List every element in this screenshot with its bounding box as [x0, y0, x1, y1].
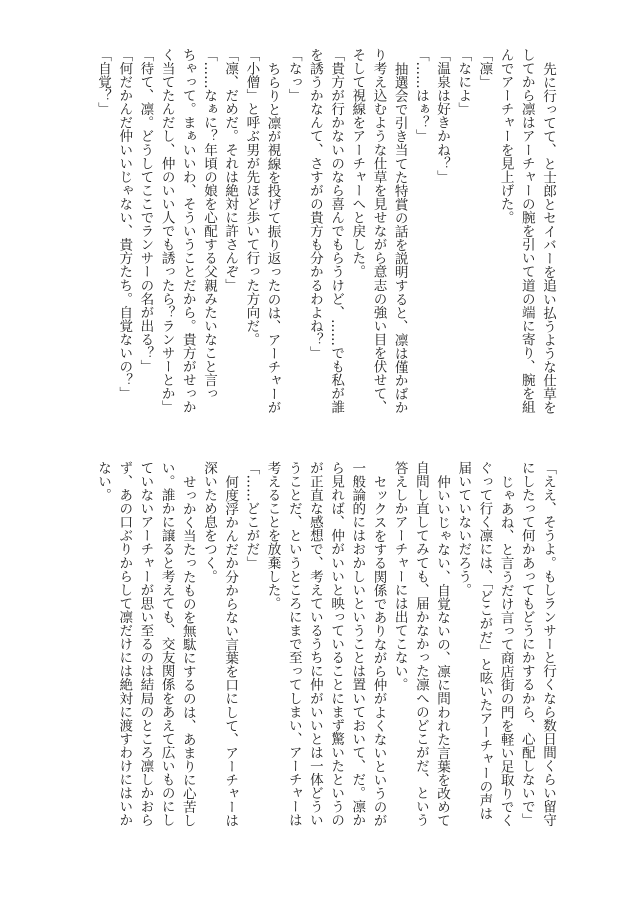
- text-column: 答えしかアーチャーには出てこない。: [391, 461, 408, 692]
- top-text-block: [92, 48, 558, 416]
- dialogue-column: ちゃって。まぁいいわ、そういうことだから。貴方がせっか: [179, 48, 196, 414]
- dialogue-column: にしたって何かあってもどうにかするから、心配しないで」: [518, 461, 535, 827]
- text-column: 届いていないだろう。: [455, 461, 472, 597]
- dialogue-column: 「ええ、そうよ。もしランサーと行くなら数日間くらい留守: [540, 461, 556, 827]
- text-column: うことだ、というところにまで至ってしまい、アーチャーは: [285, 461, 302, 827]
- text-column: 仲いいじゃない、自覚ないの、凛に問われた言葉を改めて: [434, 474, 451, 827]
- dialogue-column: 「自覚？」: [95, 48, 112, 116]
- text-column: 深いため息をつく。: [201, 461, 217, 583]
- text-column: じゃあね、と言うだけ言って商店街の門を軽い足取りでく: [497, 474, 514, 827]
- text-column: 考えることを放棄した。: [264, 461, 281, 611]
- text-column: 抽選会で引き当てた特賞の話を説明すると、凛は僅かばか: [391, 61, 408, 414]
- dialogue-column: 「なっ」: [285, 48, 302, 103]
- text-column: ぐって行く凛には、「どこがだ」と呟いたアーチャーの声は: [476, 461, 493, 821]
- dialogue-column: 「凛」: [476, 48, 493, 89]
- dialogue-column: 「何だかんだ仲いいじゃない、貴方たち。自覚ないの？」: [116, 48, 133, 401]
- dialogue-column: 「……どこがだ」: [243, 461, 260, 570]
- bottom-text-block: [92, 461, 558, 829]
- text-column: してから凛はアーチャーの腕を引いて道の端に寄り、腕を組: [518, 48, 535, 414]
- text-column: ていないアーチャーが思い至るのは結局のところ凛しかおら: [137, 461, 154, 827]
- text-column: い。誰かに譲ると考えても、交友関係をあえて広いものにし: [158, 461, 175, 827]
- dialogue-column: 「なによ」: [455, 48, 472, 116]
- text-column: そして視線をアーチャーへと戻した。: [349, 48, 366, 279]
- text-column: 自問し直してみても、届かなかった凛へのどこがだ、という: [412, 461, 429, 827]
- text-column: 「小僧」と呼ぶ男が先ほど歩いて行った方向だ。: [243, 48, 260, 347]
- dialogue-column: を誘うかなんて、さすがの貴方も分かるわよね？」: [306, 48, 323, 360]
- dialogue-column: 「待て、凛。どうしてここでランサーの名が出る？」: [137, 48, 154, 374]
- text-column: ちらりと凛が視線を投げて振り返ったのは、アーチャーが: [264, 61, 281, 414]
- text-column: 先に行ってて、と士郎とセイバーを追い払うような仕草を: [540, 61, 556, 414]
- text-column: が正直な感想で、考えているうちに仲がいいとは一体どうい: [306, 461, 323, 827]
- dialogue-column: 「凛、だめだ。それは絶対に許さんぞ」: [222, 48, 239, 292]
- text-column: んでアーチャーを見上げた。: [497, 48, 514, 225]
- dialogue-column: 「貴方が行かないのなら喜んでもらうけど、……でも私が誰: [328, 48, 345, 414]
- text-column: セックスをする関係でありながら仲がよくないというのが: [370, 474, 387, 827]
- text-column: ら見れば、仲がいいと映っていることにまず驚いたというの: [328, 461, 345, 827]
- dialogue-column: 「……なぁに？年頃の娘を心配する父親みたいなこと言っ: [201, 48, 217, 401]
- text-column: り考え込むような仕草を見せながら意志の強い目を伏せて、: [370, 48, 387, 414]
- dialogue-column: く当てたんだし、仲のいい人でも誘ったら？ランサーとか」: [158, 48, 175, 414]
- dialogue-column: 「……はぁ？」: [412, 48, 429, 143]
- text-column: 何度浮かんだか分からない言葉を口にして、アーチャーは: [222, 474, 239, 827]
- text-column: せっかく当たったものを無駄にするのは、あまりに心苦し: [179, 474, 196, 827]
- dialogue-column: 「温泉は好きかね？」: [434, 48, 451, 184]
- text-column: 一般論的にはおかしいということは置いておいて、だ。凛か: [349, 461, 366, 827]
- text-column: ない。: [95, 461, 112, 502]
- text-column: ず、あの口ぶりからして凛だけには絶対に渡すわけにはいか: [116, 461, 133, 827]
